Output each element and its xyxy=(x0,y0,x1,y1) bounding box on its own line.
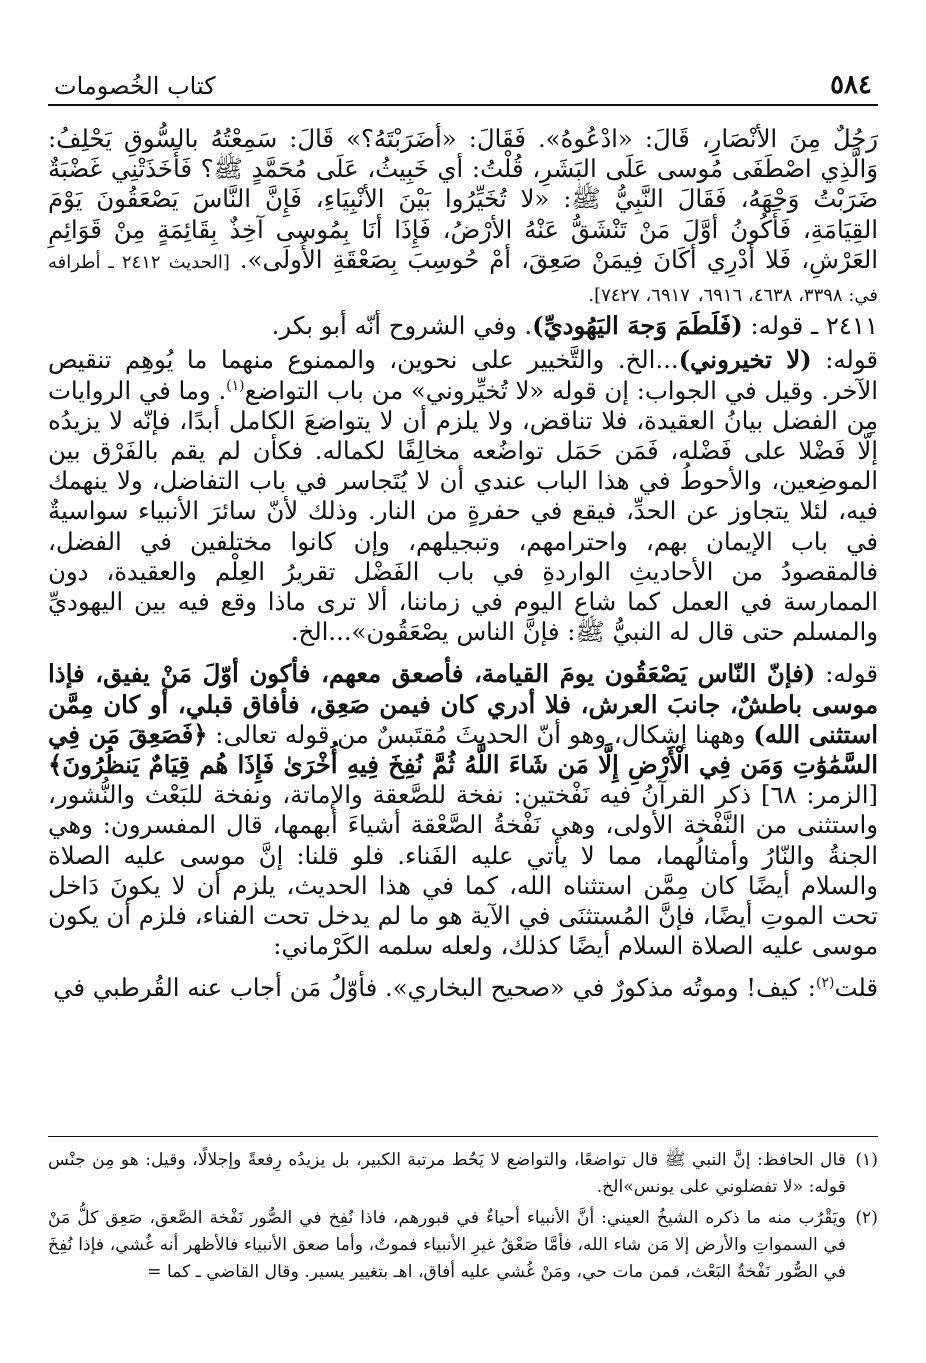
footnote-2 xyxy=(48,1205,878,1286)
paragraph-2-text-b: . وما في الروايات مِن الفضل بيانُ العقيدة، فلا تناقض، ولا يلزم أن لا يتواضعَ الكامل أبدًا، فإنّه لا يزيدُه إلّا فَضْلا على فَضْله، فَمَن حَمَل تواضُعه مخالِفًا لكماله. فكأن لم يقم بالفَرْق بين الموضِعين، والأحوطُ في هذا الباب عندي أن لا يُتَجاسر في باب التفاضل، ولا ينهمك فيه، لئلا يتجاوز عن الحدِّ، فيقع في حفرةٍ من النار. وذلك لأنّ سائرَ الأنبياء سواسيةٌ في باب الإيمان بهم، واحترامهم، وتبجيلهم، وإن كانوا مختلفين في الفضل، فالمقصودُ من الأحاديثِ الواردةِ في باب الفَضْل تقريرُ العِلْم والعقيدة، دون الممارسة في العمل كما شاع اليوم في زماننا، ألا ترى ماذا وقع فيه بين اليهوديِّ والمسلم حتى قال له النبيُّ ﷺ: فإنَّ الناس يصْعَقُون»...الخ. xyxy=(48,375,878,647)
footnote-number: (١) xyxy=(855,1150,878,1170)
commentary-paragraph-1 xyxy=(48,311,878,341)
quran-ayah: ﴿فَصَعِقَ مَن فِي السَّمَٰوَٰتِ وَمَن فِي الْأَرْضِ إِلَّا مَن شَاءَ اللَّهُ ثُمَّ نُفِخَ فِيهِ أُخْرَىٰ فَإِذَا هُم قِيَامٌ يَنظُرُونَ﴾ xyxy=(48,719,878,780)
paragraph-3-text-a: وههنا إشكال، وهو أنّ الحديثَ مُقتَبسٌ من قوله تعالى: xyxy=(215,719,746,749)
footnote-1 xyxy=(48,1147,878,1201)
paragraph-2-text-a: ...الخ. والتَّخيير على نحوين، والممنوع منهما ما يُوهِم تنقيص الآخر. وقيل في الجواب: إن قوله «لا تُخيِّروني» من باب التواضع xyxy=(48,345,878,405)
paragraph-1-label: ٢٤١١ ـ قوله: xyxy=(750,311,878,341)
paragraph-4-text: : كيف! وموتُه مذكورٌ في «صحيح البخاري». فأوّلُ مَن أجاب عنه القُرطبي في xyxy=(53,973,816,1003)
hadith-body: رَجُلٌ مِنَ الأنْصَارِ، قَالَ: «ادْعُوهُ». فَقَالَ: «أضَرَبْتَهُ؟» قَالَ: سَمِعْتُهُ بالسُّوقِ يَحْلِفُ: وَالَّذِي اصْطَفَى مُوسى عَلَى البَشَرِ، قُلْتُ: أي خَبِيثُ، عَلَى مُحَمَّدٍ ﷺ؟ فَأَخَذَتْنِي غَضْبَةٌ ضَرَبْتُ وَجْهَهُ، فَقَالَ النَّبِيُّ ﷺ: «لا تُخَيِّرُوا بَيْنَ الأنْبِيَاءِ، فَإِنَّ النَّاسَ يَصْعَقُونَ يَوْمَ القِيَامَةِ، فَأَكُونُ أوَّلَ مَنْ تَنْشَقُّ عَنْهُ الأرْضُ، فَإِذَا أنَا بِمُوسى آخِذٌ بِقَائِمَةٍ مِنْ قَوَائِمِ العَرْشِ، فَلا أدْرِي أكَانَ فِيمَنْ صَعِقَ، أمْ حُوسِبَ بِصَعْقَةِ الأُولَى». xyxy=(48,124,878,274)
page-header xyxy=(48,60,878,106)
running-title: كتاب الخُصومات xyxy=(54,72,216,100)
footnotes xyxy=(48,1136,878,1286)
footnote-ref-2[interactable]: (٢) xyxy=(816,975,835,992)
commentary-paragraph-2 xyxy=(48,345,878,647)
footnote-text: ويَقْرُب منه ما ذكره الشيخُ العيني: أنَّ الأنبياء أحياءٌ في قبورهم، فاذا نُفِخ في الصُّور نَفْخة الصَّعق، صَعِق كلُّ مَنْ في السمواتِ والأرض إلا مَن شاء الله، فأمَّا صَعْقُ غيرِ الأنبياء فموتٌ، وأما صعق الأنبياء فالأظهر أنه غُشي، فإذا نُفِخَ في الصُّور نَفْخةُ البَعْث، فمن مات حي، ومَنْ غُشي عليه أفاق، اهـ بتغيير يسير. وقال القاضي ـ كما = xyxy=(48,1208,846,1282)
commentary-paragraph-4 xyxy=(48,973,878,1003)
hadith-text xyxy=(48,124,878,311)
hadith-reference: [الحديث ٢٤١٢ ـ أطرافه في: ٣٣٩٨، ٤٦٣٨، ٦٩١٦، xyxy=(48,251,878,307)
paragraph-4-label: قلت xyxy=(834,973,878,1003)
footnote-ref-1[interactable]: (١) xyxy=(226,377,245,394)
main-text xyxy=(48,124,878,1004)
footnote-number: (٢) xyxy=(855,1208,878,1228)
page-number: ٥٨٤ xyxy=(830,70,872,100)
paragraph-2-label: قوله: xyxy=(825,345,878,375)
hadith-reference-tail: ٦٩١٧، ٧٤٢٧]. xyxy=(588,285,690,307)
footnote-text: قال الحافظ: إنَّ النبي ﷺ قال تواضعًا، والتواضع لا يَحُط مرتبة الكبير، بل يزيدُه رِفعةً وإجلالًا، وقيل: هو مِن جنْس قوله: «لا تفضلوني على يونس»الخ. xyxy=(48,1150,846,1197)
paragraph-1-quote: (فَلَطَمَ وَجهَ اليَهُوديِّ) xyxy=(532,311,743,341)
commentary-paragraph-3 xyxy=(48,659,878,961)
paragraph-2-quote: (لا تخيروني) xyxy=(678,345,812,375)
ayah-reference: [الزمر: ٦٨] xyxy=(760,780,878,810)
paragraph-3-label: قوله: xyxy=(825,659,878,689)
paragraph-3-text-b: ذكر القرآنُ فيه نَفْختين: نفخة للصَّعقة والإماتة، ونفخة للبَعْث والنُّشور، واستثنى من النَّفْخة الأولى، وهي نَفْخةُ الصَّعْقة أشياءَ أبهمها، قال المفسرون: وهي الجنةُ والنّارُ وأمثالُهما، مما لا يأتي عليه الفَناء. فلو قلنا: إنَّ موسى عليه الصلاة والسلام أيضًا كان مِمَّن استثناه الله، كما في هذا الحديث، يلزم أن لا يكونَ دَاخل تحت الموتِ أيضًا، فإنَّ المُستثنَى في الآية هو ما لم يدخل تحت الفناء، فلزم أن يكون موسى عليه الصلاة السلام أيضًا كذلك، ولعله سلمه الكَرْماني: xyxy=(48,780,878,961)
paragraph-1-rest: . وفي الشروح أنّه أبو بكر. xyxy=(271,311,533,341)
paragraph-3-quote: (فإنّ النّاس يَصْعَقُون يومَ القيامة، فأصعق معهم، فأكون أوّلَ مَنْ يفيق، فإذا موسى باطشٌ، جانبَ العرش، فلا أدري كان فيمن صَعِق، فأفاق قبلي، أو كان مِمَّن استثنى الله) xyxy=(48,659,879,749)
